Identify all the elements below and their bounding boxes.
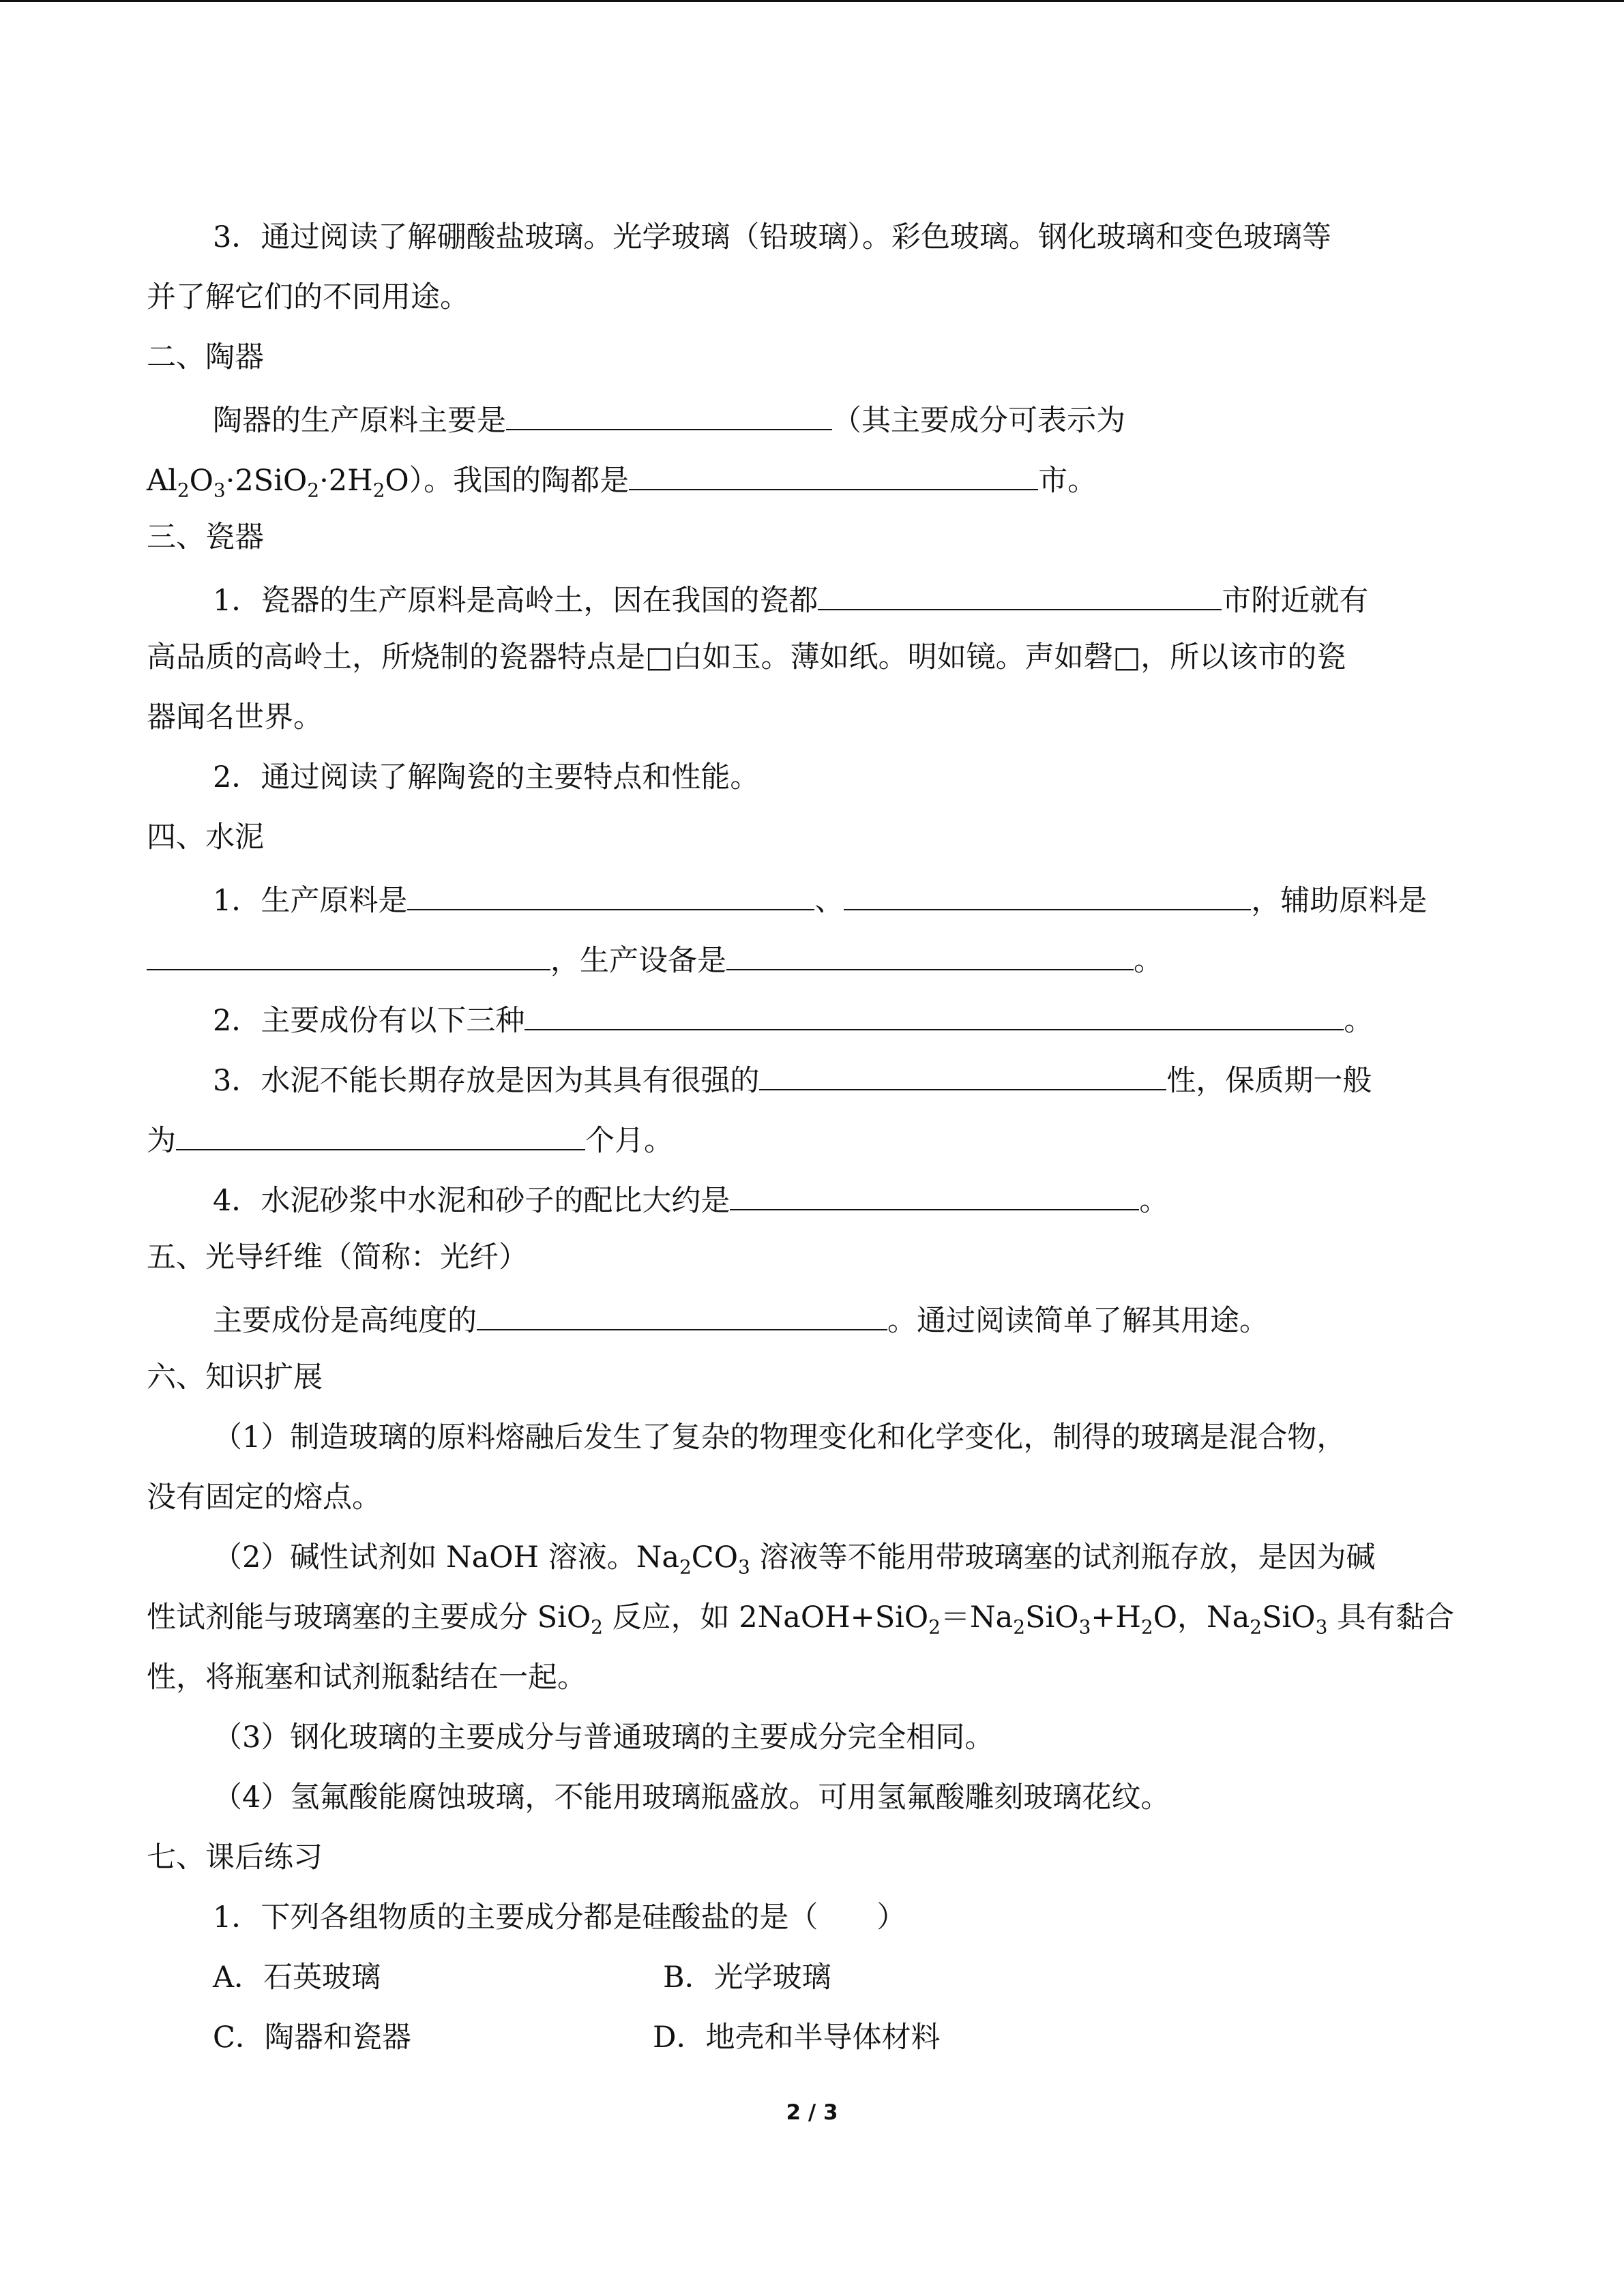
option-c[interactable]: C．陶器和瓷器 [213, 2021, 411, 2055]
porcelain-item1-line3: 器闻名世界。 [147, 700, 323, 734]
porcelain-item1-line2: 高品质的高岭土，所烧制的瓷器特点是□白如玉。薄如纸。明如镜。声如磬□，所以该市的瓷 [147, 640, 1346, 674]
blank-cement-auxiliary[interactable] [147, 934, 550, 970]
exercise-q1-options-row1 [213, 1954, 1550, 2001]
porcelain-item2: 2．通过阅读了解陶瓷的主要特点和性能。 [213, 760, 760, 794]
cement-item1-line1: 1．生产原料是 、 ，辅助原料是 [213, 874, 1550, 921]
fiber-line: 主要成份是高纯度的 。通过阅读简单了解其用途。 [213, 1294, 1550, 1341]
blank-cement-ratio[interactable] [730, 1174, 1139, 1210]
extension-p4: （4）氢氟酸能腐蚀玻璃，不能用玻璃瓶盛放。可用氢氟酸雕刻玻璃花纹。 [213, 1780, 1170, 1815]
blank-cement-shelf-life[interactable] [176, 1114, 585, 1150]
section-heading-porcelain: 三、瓷器 [147, 520, 264, 554]
extension-p2-line1: （2）碱性试剂如 NaOH 溶液。$Na_2CO_3$ 溶液等不能用带玻璃塞的试剂瓶存放，是因为碱 [213, 1540, 1376, 1579]
pottery-line1 [213, 393, 1550, 441]
section-heading-exercise: 七、课后练习 [147, 1840, 323, 1875]
blank-cement-components[interactable] [525, 994, 1344, 1030]
cement-item2: 2．主要成份有以下三种 。 [213, 994, 1550, 1041]
section-heading-fiber: 五、光导纤维（简称：光纤） [147, 1240, 528, 1274]
blank-porcelain-capital[interactable] [818, 573, 1222, 610]
pottery-line2: $Al_2O_3\cdot 2SiO_2\cdot 2H_2O$）。我国的陶都是 市。 [147, 453, 1483, 501]
blank-fiber-component[interactable] [477, 1294, 887, 1330]
blank-cement-property[interactable] [759, 1054, 1166, 1090]
extension-p2-line2: 性试剂能与玻璃塞的主要成分 SiO$_2$ 反应，如 $2NaOH+SiO_2=Na_2SiO_3+H_2O$，$Na_2SiO_3$ 具有黏合 [147, 1600, 1455, 1639]
pottery-text-b: （其主要成分可表示为 [832, 404, 1125, 438]
extension-p3: （3）钢化玻璃的主要成分与普通玻璃的主要成分完全相同。 [213, 1720, 994, 1755]
pottery-text-a: 陶器的生产原料主要是 [213, 404, 506, 438]
cement-item1-line2: ，生产设备是 。 [147, 934, 1483, 981]
section-heading-cement: 四、水泥 [147, 820, 264, 854]
blank-pottery-material[interactable] [506, 393, 832, 430]
exercise-question-1: 1．下列各组物质的主要成分都是硅酸盐的是（ ） [213, 1900, 906, 1935]
option-a[interactable]: A．石英玻璃 [213, 1960, 381, 1995]
cement-item4: 4．水泥砂浆中水泥和砂子的配比大约是 。 [213, 1174, 1550, 1221]
porcelain-item1-line1: 1．瓷器的生产原料是高岭土，因在我国的瓷都 市附近就有 [213, 573, 1550, 621]
extension-p1-line1: （1）制造玻璃的原料熔融后发生了复杂的物理变化和化学变化，制得的玻璃是混合物， [213, 1420, 1346, 1455]
cement-item3-line1: 3．水泥不能长期存放是因为其具有很强的 性，保质期一般 [213, 1054, 1550, 1101]
glass-item3-line2: 并了解它们的不同用途。 [147, 280, 469, 314]
blank-cement-material-2[interactable] [844, 874, 1251, 910]
option-b[interactable]: B．光学玻璃 [663, 1960, 831, 1995]
page-number: 2 / 3 [786, 2100, 838, 2125]
extension-p1-line2: 没有固定的熔点。 [147, 1480, 381, 1515]
exercise-q1-options-row2 [213, 2014, 1550, 2061]
blank-cement-equipment[interactable] [726, 934, 1134, 970]
cement-item3-line2: 为 个月。 [147, 1114, 1483, 1161]
option-d[interactable]: D．地壳和半导体材料 [653, 2021, 941, 2055]
section-heading-pottery: 二、陶器 [147, 340, 264, 374]
extension-p2-line3: 性，将瓶塞和试剂瓶黏结在一起。 [147, 1660, 587, 1695]
blank-cement-material-1[interactable] [407, 874, 814, 910]
section-heading-extension: 六、知识扩展 [147, 1360, 323, 1395]
glass-item3-line1: 3．通过阅读了解硼酸盐玻璃。光学玻璃（铅玻璃）。彩色玻璃。钢化玻璃和变色玻璃等 [213, 220, 1331, 254]
blank-pottery-capital[interactable] [629, 453, 1038, 490]
